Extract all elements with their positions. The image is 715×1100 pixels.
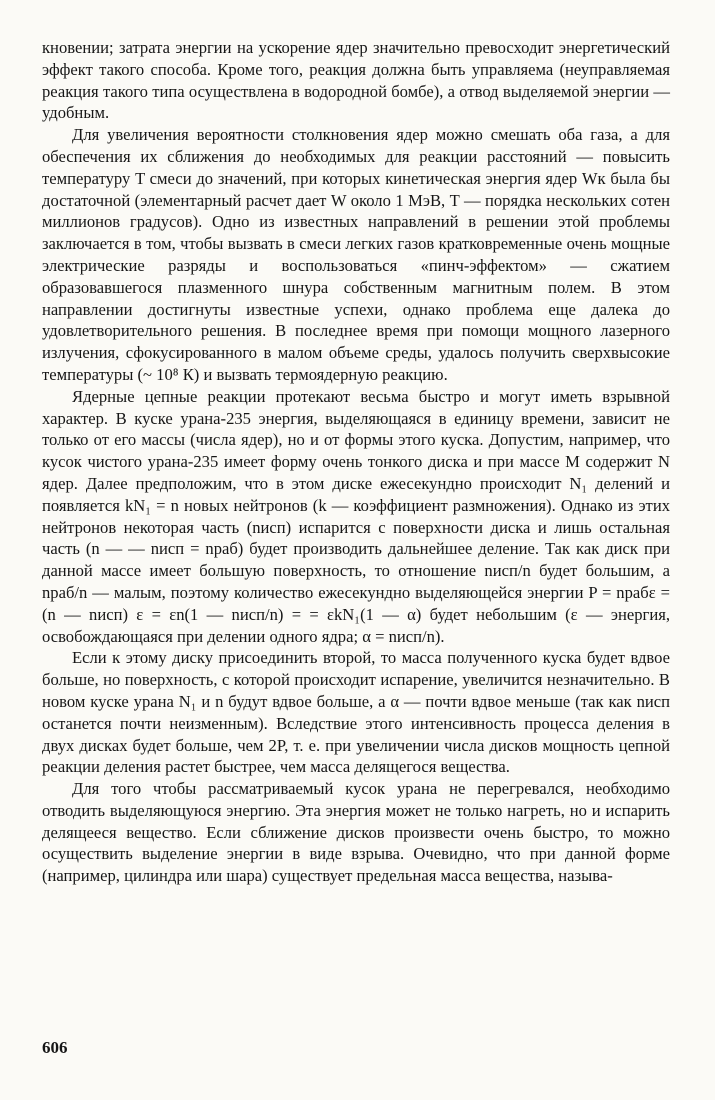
page-body: [42, 37, 670, 887]
paragraph-continuation: кновении; затрата энергии на ускорение ядер значительно превосходит энергетический эффект такого способа. Кроме того, реакция должна быть управляема (неуправляемая реакция такого типа осуществлена в водородной бомбе), а отвод выделяемой энергии — удобным.: [42, 38, 670, 123]
page-number: 606: [42, 1038, 68, 1057]
paragraph-chain-reactions: Ядерные цепные реакции протекают весьма быстро и могут иметь взрывной характер. В куске урана-235 энергия, выделяющаяся в единицу времени, зависит не только от его массы (числа ядер), но и от формы этого куска. Допустим, например, что кусок чистого урана-235 имеет форму очень тонкого диска и при массе M содержит N ядер. Далее предположим, что в этом диске ежесекундно происходит N₁ делений и появляется kN₁ = n новых нейтронов (k — коэффициент размножения). Однако из этих нейтронов некоторая часть (nисп) испарится с поверхности диска и лишь остальная часть (n — — nисп = nраб) будет производить дальнейшее деление. Так как диск при данной массе имеет большую поверхность, то отношение nисп/n будет большим, а nраб/n — малым, поэтому количество ежесекундно выделяющейся энергии P = nрабε = (n — nисп) ε = εn(1 — nисп/n) = = εkN₁(1 — α) будет небольшим (ε — энергия, освобождающаяся при делении одного ядра; α = nисп/n).: [42, 386, 670, 646]
paragraph-energy-removal: Для того чтобы рассматриваемый кусок урана не перегревался, необходимо отводить выделяющуюся энергию. Эта энергия может не только нагреть, но и испарить делящееся вещество. Если сближение дисков произвести очень быстро, то можно осуществить выделение энергии в виде взрыва. Очевидно, что при данной форме (например, цилиндра или шара) существует предельная масса вещества, называ-: [42, 779, 670, 886]
paragraph-thermonuclear-mixing: Для увеличения вероятности столкновения ядер можно смешать оба газа, а для обеспечения их сближения до необходимых для реакции расстояний — повысить температуру T смеси до значений, при которых кинетическая энергия ядер Wк была бы достаточной (элементарный расчет дает W около 1 МэВ, T — порядка нескольких сотен миллионов градусов). Одно из известных направлений в решении этой проблемы заключается в том, чтобы вызвать в смеси легких газов кратковременные очень мощные электрические разряды и воспользоваться «пинч-эффектом» — сжатием образовавшегося плазменного шнура собственным магнитным полем. В этом направлении достигнуты известные успехи, однако проблема еще далека до удовлетворительного решения. В последнее время при помощи мощного лазерного излучения, сфокусированного в малом объеме среды, удалось получить сверхвысокие температуры (~ 10⁸ К) и вызвать термоядерную реакцию.: [42, 125, 670, 384]
paragraph-second-disk: Если к этому диску присоединить второй, то масса полученного куска будет вдвое больше, но поверхность, с которой происходит испарение, увеличится незначительно. В новом куске урана N₁ и n будут вдвое больше, а α — почти вдвое меньше (так как nисп останется почти неизменным). Вследствие этого интенсивность процесса деления в двух дисках будет больше, чем 2P, т. е. при увеличении числа дисков мощность цепной реакции деления растет быстрее, чем масса делящегося вещества.: [42, 648, 670, 777]
